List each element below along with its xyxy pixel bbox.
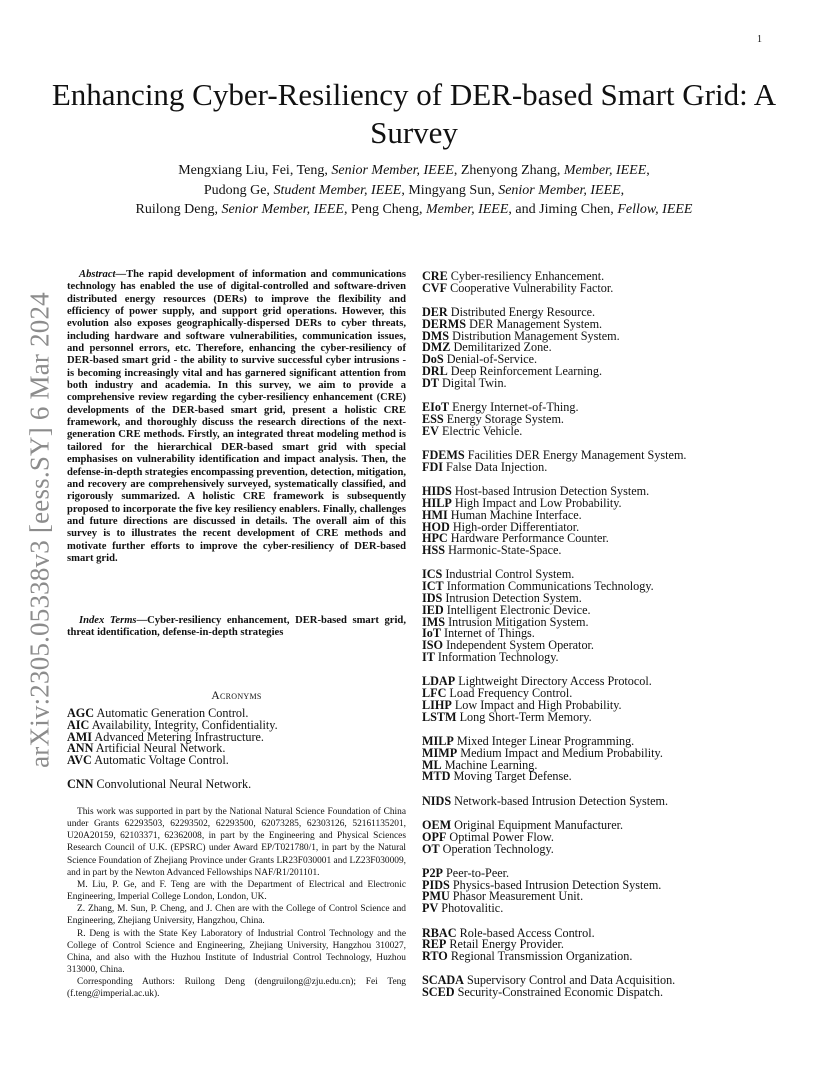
acronym-list-left	[67, 708, 406, 804]
abstract	[67, 269, 406, 565]
acronym-definition: Cyber-resiliency Enhancement.	[447, 269, 605, 283]
acronym-definition: Long Short-Term Memory.	[456, 709, 592, 724]
acronym-definition: Hardware Performance Counter.	[447, 531, 609, 546]
acronym-definition: Medium Impact and Medium Probability.	[457, 745, 663, 760]
acronym-entry	[67, 755, 406, 767]
acronym-definition: Harmonic-State-Space.	[445, 543, 562, 558]
acronym-definition: Availability, Integrity, Confidentiality.	[89, 717, 278, 732]
acronym-abbr: HMI	[422, 507, 448, 522]
acronym-entry	[422, 375, 802, 390]
acronym-definition: Original Equipment Manufacturer.	[451, 817, 624, 832]
acronym-abbr: PMU	[422, 889, 450, 904]
acronym-abbr: AVC	[67, 753, 92, 768]
acronym-definition: Industrial Control System.	[442, 567, 575, 582]
footnote: Corresponding Authors: Ruilong Deng (dengruilong@zju.edu.cn); Fei Teng (f.teng@imperial.ac.uk).	[67, 977, 406, 1000]
acronym-abbr: IoT	[422, 626, 441, 641]
author-names: ,	[646, 163, 650, 178]
acronym-definition: Optimal Power Flow.	[446, 829, 554, 844]
acronym-entry	[422, 793, 802, 808]
acronym-entry	[422, 709, 802, 724]
author-line	[60, 161, 768, 181]
acronym-abbr: ICT	[422, 579, 444, 594]
author-membership: Member, IEEE	[426, 202, 509, 217]
arxiv-stamp	[8, 285, 72, 775]
page-number: 1	[757, 34, 762, 45]
acronym-definition: Information Communications Technology.	[443, 579, 654, 594]
acronym-definition: Deep Reinforcement Learning.	[447, 364, 603, 379]
acronym-definition: Intrusion Mitigation System.	[445, 614, 589, 629]
acronym-abbr: FDI	[422, 459, 443, 474]
acronym-abbr: CNN	[67, 777, 94, 792]
acronym-abbr: ANN	[67, 741, 94, 756]
acronym-abbr: LSTM	[422, 709, 457, 724]
author-names: , Zhenyong Zhang,	[453, 163, 564, 178]
acronym-definition: Operation Technology.	[439, 841, 554, 856]
acronym-definition: Information Technology.	[434, 650, 559, 665]
acronym-definition: Digital Twin.	[438, 375, 507, 390]
acronym-abbr: OPF	[422, 829, 447, 844]
acronym-abbr: LIHP	[422, 697, 452, 712]
acronym-abbr: MILP	[422, 734, 454, 748]
acronym-definition: Cooperative Vulnerability Factor.	[447, 280, 614, 295]
acronym-definition: Role-based Access Control.	[456, 925, 595, 940]
index-terms-text: —Cyber-resiliency enhancement, DER-based smart grid, threat identification, defense-in-depth strategies	[67, 615, 406, 639]
acronym-definition: DER Management System.	[466, 316, 603, 331]
acronym-group	[422, 402, 802, 437]
acronym-definition: False Data Injection.	[443, 459, 548, 474]
acronym-abbr: DRL	[422, 364, 448, 379]
acronym-abbr: MTD	[422, 769, 451, 784]
acronym-definition: Phasor Measurement Unit.	[449, 889, 584, 904]
acronym-abbr: HIDS	[422, 484, 452, 499]
author-names: ,	[620, 182, 625, 198]
author-membership: Fellow, IEEE	[617, 202, 693, 217]
acronym-abbr: HILP	[422, 495, 452, 510]
acronym-group	[422, 793, 802, 808]
acronym-definition: Network-based Intrusion Detection System.	[451, 793, 669, 808]
acronym-abbr: P2P	[422, 865, 443, 880]
acronym-definition: Host-based Intrusion Detection System.	[451, 484, 650, 499]
acronym-abbr: PV	[422, 901, 439, 916]
acronym-definition: Lightweight Directory Access Protocol.	[455, 674, 652, 689]
acronym-abbr: NIDS	[422, 793, 452, 808]
acronym-abbr: CVF	[422, 280, 448, 295]
acronym-definition: Automatic Generation Control.	[94, 706, 249, 720]
acronym-definition: Physics-based Intrusion Detection System.	[449, 877, 662, 892]
arxiv-stamp-text: arXiv:2305.05338v3 [eess.SY] 6 Mar 2024	[24, 292, 55, 768]
acronym-definition: Human Machine Interface.	[447, 507, 582, 522]
acronym-group	[422, 865, 802, 916]
acronym-abbr: RBAC	[422, 925, 457, 940]
abstract-text: —The rapid development of information and communications technology has enabled the use of digital-controlled and software-driven distributed energy resources (DERs) to improve the flexibility and efficiency of power supply, and support grid operations. However, this evolution also exposes geographically-dispersed DERs to cyber threats, including hardware and software vulnerabilities, communication issues, and personnel errors, etc. Therefore, enhancing the cyber-resiliency of DER-based smart grid - the ability to survive successful cyber intrusions - is becoming increasingly vital and has garnered significant attention from both industry and academia. In this survey, we aim to provide a comprehensive review regarding the cyber-resiliency enhancement (CRE) developments of the DER-based smart grid, present a holistic CRE framework, and thoroughly discuss the research directions of the next-generation CRE methods. Firstly, an integrated threat modeling method is tailored for the hierarchical DER-based smart grid with special emphasises on vulnerability identification and impact analysis. Then, the defense-in-depth strategies encompassing prevention, detection, mitigation, and recovery are comprehensively surveyed, systematically classified, and rigorously summarized. A holistic CRE framework is subsequently proposed to incorporate the five key resiliency enablers. Finally, challenges and future directions are discussed in details. The overall aim of this survey is to illustrates the recent development of CRE methods and motivate further efforts to improve the cyber-resiliency of DER-based smart grid.	[67, 269, 406, 564]
acronym-definition: Machine Learning.	[441, 757, 538, 772]
acronym-definition: Peer-to-Peer.	[442, 865, 510, 880]
acronym-abbr: ISO	[422, 638, 444, 653]
acronym-definition: Independent System Operator.	[443, 638, 594, 653]
acronym-abbr: SCADA	[422, 973, 464, 988]
acronym-abbr: IDS	[422, 591, 443, 606]
acronym-definition: Security-Constrained Economic Dispatch.	[454, 985, 664, 1000]
acronym-group	[422, 271, 802, 295]
acronym-entry	[422, 545, 802, 557]
footnote: M. Liu, P. Ge, and F. Teng are with the Department of Electrical and Electronic Engineering, Imperial College London, London, UK.	[67, 879, 406, 903]
author-membership: Senior Member, IEEE	[221, 202, 344, 217]
acronym-abbr: OEM	[422, 817, 452, 832]
acronym-group	[422, 569, 802, 663]
acronym-list-right	[422, 271, 802, 1012]
footnote: This work was supported in part by the National Natural Science Foundation of China under Grants 62293503, 62293502, 62293500, 62073285, 62303126, 52161135201, U20A20159, 62103371, 62362008, in part by the Engineering and Physical Sciences Research Council of U.K. (EPSRC) under Award EP/T021780/1, in part by the Natural Science Foundation of Zhejiang Province under Grants LR23F030001 and LZ23F030009, and in part by the Newton Advanced Fellowships NAF/R1/201101.	[67, 807, 406, 878]
acronym-entry	[422, 771, 802, 783]
acronym-definition: Regional Transmission Organization.	[447, 949, 633, 964]
acronym-definition: Distributed Energy Resource.	[447, 305, 596, 320]
acronym-entry	[422, 987, 802, 999]
acronym-abbr: REP	[422, 937, 447, 952]
acronym-abbr: DERMS	[422, 316, 467, 331]
acronym-abbr: LDAP	[422, 674, 456, 689]
acronym-definition: Intrusion Detection System.	[442, 591, 582, 606]
acronym-definition: High Impact and Low Probability.	[451, 495, 622, 510]
acronym-definition: Mixed Integer Linear Programming.	[453, 734, 635, 748]
footnote: Z. Zhang, M. Sun, P. Cheng, and J. Chen are with the College of Control Science and Engineering, Zhejiang University, Hangzhou, China.	[67, 904, 406, 927]
acronym-definition: Facilities DER Energy Management System.	[464, 448, 687, 463]
acronym-entry	[422, 280, 802, 295]
acronym-abbr: IMS	[422, 614, 446, 629]
acronym-definition: Photovalitic.	[438, 901, 504, 916]
paper-title: Enhancing Cyber-Resiliency of DER-based Smart Grid: A Survey	[51, 77, 777, 150]
author-membership: Student Member, IEEE	[273, 182, 402, 198]
acronym-group	[67, 779, 406, 791]
acronym-entry	[422, 423, 802, 438]
acronym-abbr: EV	[422, 423, 439, 438]
acronym-abbr: ESS	[422, 411, 444, 426]
acronym-entry	[67, 779, 406, 791]
acronym-definition: Artificial Neural Network.	[93, 741, 226, 756]
acronym-definition: Retail Energy Provider.	[446, 937, 564, 952]
author-names: , Peng Cheng,	[343, 202, 426, 217]
acronym-abbr: RTO	[422, 949, 448, 964]
acronym-group	[422, 975, 802, 999]
acronyms-heading: Acronyms	[211, 690, 262, 702]
author-names: Pudong Ge,	[203, 182, 274, 198]
acronym-abbr: DoS	[422, 352, 444, 367]
acronym-definition: High-order Differentiator.	[449, 519, 580, 534]
acronym-abbr: LFC	[422, 686, 447, 701]
acronym-definition: Automatic Voltage Control.	[91, 753, 229, 768]
author-membership: Member, IEEE	[563, 163, 647, 178]
acronym-definition: Demilitarized Zone.	[450, 340, 552, 355]
acronym-group	[67, 708, 406, 767]
acronym-abbr: DMS	[422, 328, 450, 343]
acronym-abbr: SCED	[422, 985, 455, 1000]
acronym-definition: Denial-of-Service.	[443, 352, 538, 367]
acronym-abbr: AMI	[67, 729, 93, 744]
acronym-definition: Energy Internet-of-Thing.	[449, 400, 579, 415]
acronym-group	[422, 450, 802, 474]
acronym-abbr: EIoT	[422, 400, 450, 415]
acronym-group	[422, 736, 802, 783]
acronym-abbr: IED	[422, 602, 444, 617]
acronym-abbr: ML	[422, 757, 442, 772]
acronym-definition: Electric Vehicle.	[438, 423, 523, 438]
acronym-group	[422, 925, 802, 964]
abstract-label: Abstract	[79, 269, 116, 280]
acronym-abbr: HPC	[422, 531, 448, 546]
acronym-group	[422, 486, 802, 557]
acronym-group	[422, 817, 802, 856]
acronym-abbr: HSS	[422, 543, 446, 558]
acronym-abbr: ICS	[422, 567, 443, 582]
acronym-abbr: DT	[422, 375, 439, 390]
acronym-definition: Energy Storage System.	[443, 411, 564, 426]
author-membership: Senior Member, IEEE	[331, 163, 454, 178]
author-line	[60, 200, 768, 220]
acronym-definition: Advanced Metering Infrastructure.	[92, 729, 264, 744]
author-membership: Senior Member, IEEE	[498, 182, 621, 198]
acronym-definition: Supervisory Control and Data Acquisition.	[463, 973, 676, 988]
author-names: , and Jiming Chen,	[508, 202, 618, 217]
acronym-abbr: DER	[422, 305, 448, 320]
acronym-abbr: DMZ	[422, 340, 451, 355]
acronym-abbr: AIC	[67, 717, 90, 732]
author-names: , Mingyang Sun,	[401, 182, 499, 198]
acronym-entry	[422, 841, 802, 856]
acronym-entry	[422, 903, 802, 915]
index-terms	[67, 615, 406, 640]
acronym-definition: Intelligent Electronic Device.	[443, 602, 591, 617]
author-line	[60, 181, 768, 201]
acronym-definition: Load Frequency Control.	[446, 686, 573, 701]
acronym-abbr: AGC	[67, 706, 95, 720]
acronym-abbr: OT	[422, 841, 440, 856]
acronym-group	[422, 676, 802, 723]
acronym-abbr: HOD	[422, 519, 450, 534]
footnote: R. Deng is with the State Key Laboratory of Industrial Control Technology and the College of Control Science and Engineering, Zhejiang University, Hangzhou 310027, China, and also with the Huzhou Institute of Industrial Control Technology, Huzhou 313000, China.	[67, 928, 406, 976]
acronym-entry	[422, 951, 802, 963]
acronym-abbr: FDEMS	[422, 448, 465, 463]
footnotes	[67, 806, 406, 1001]
acronym-abbr: PIDS	[422, 877, 450, 892]
acronym-definition: Internet of Things.	[440, 626, 535, 641]
acronym-definition: Convolutional Neural Network.	[93, 777, 252, 792]
acronym-group	[422, 307, 802, 390]
index-terms-label: Index Terms	[79, 615, 137, 626]
author-names: Mengxiang Liu, Fei, Teng,	[178, 163, 332, 178]
author-names: Ruilong Deng,	[135, 202, 222, 217]
acronym-abbr: CRE	[422, 269, 448, 283]
acronym-definition: Moving Target Defense.	[450, 769, 572, 784]
acronym-abbr: IT	[422, 650, 435, 665]
acronym-definition: Distribution Management System.	[449, 328, 620, 343]
acronym-entry	[422, 652, 802, 664]
author-block	[60, 161, 768, 220]
acronym-abbr: MIMP	[422, 745, 458, 760]
acronym-definition: Low Impact and High Probability.	[451, 697, 622, 712]
acronym-entry	[422, 459, 802, 474]
